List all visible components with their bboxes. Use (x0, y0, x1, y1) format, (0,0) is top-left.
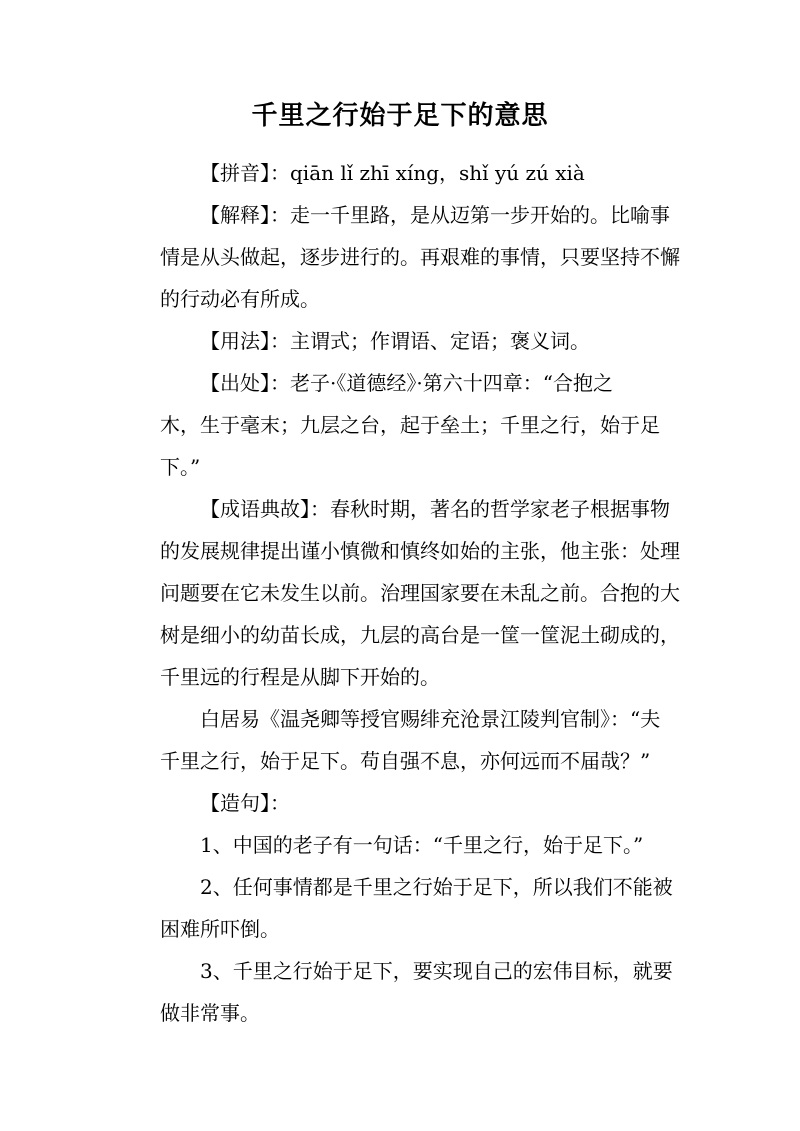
explanation-paragraph (120, 194, 680, 320)
allusion-line: 的发展规律提出谨小慎微和慎终如始的主张，他主张：处理 (160, 539, 680, 563)
pinyin-line (120, 152, 680, 194)
allusion-line: 树是细小的幼苗长成，九层的高台是一筐一筐泥土砌成的， (160, 623, 680, 647)
example-item (120, 866, 680, 950)
pinyin-value: qiān lǐ zhī xíng，shǐ yú zú xià (290, 161, 585, 185)
example-line: 做非常事。 (160, 1001, 260, 1025)
bai-juyi-line: 千里之行，始于足下。苟自强不息，亦何远而不届哉？” (160, 749, 651, 773)
allusion-line: 问题要在它未发生以前。治理国家要在未乱之前。合抱的大 (160, 581, 680, 605)
document-body (120, 152, 680, 1034)
example-item (120, 950, 680, 1034)
explanation-line: 的行动必有所成。 (160, 287, 320, 311)
bai-juyi-paragraph (120, 698, 680, 782)
allusion-line: 千里远的行程是从脚下开始的。 (160, 665, 440, 689)
example-line: 3、千里之行始于足下，要实现自己的宏伟目标，就要 (200, 959, 673, 983)
bai-juyi-line: 白居易《温尧卿等授官赐绯充沧景江陵判官制》：“夫 (200, 707, 661, 731)
examples-heading-paragraph (120, 782, 680, 824)
usage-paragraph (120, 320, 680, 362)
explanation-line: 【解释】：走一千里路，是从迈第一步开始的。比喻事 (200, 203, 670, 227)
pinyin-paragraph (120, 152, 680, 194)
page-title: 千里之行始于足下的意思 (251, 101, 549, 131)
example-line: 1、中国的老子有一句话：“千里之行，始于足下。” (200, 833, 644, 857)
source-line: 【出处】：老子·《道德经》·第六十四章：“合抱之 (200, 371, 613, 395)
source-paragraph (120, 362, 680, 488)
examples-label: 【造句】： (200, 791, 290, 815)
usage-line: 【用法】：主谓式；作谓语、定语；褒义词。 (200, 329, 590, 353)
allusion-line: 【成语典故】：春秋时期，著名的哲学家老子根据事物 (200, 497, 670, 521)
source-line: 下。” (160, 455, 201, 479)
allusion-paragraph (120, 488, 680, 698)
source-line: 木，生于毫末；九层之台，起于垒土；千里之行，始于足 (160, 413, 660, 437)
pinyin-label: 【拼音】： (200, 161, 290, 185)
example-item (120, 824, 680, 866)
example-line: 困难所吓倒。 (160, 917, 280, 941)
example-line: 2、任何事情都是千里之行始于足下，所以我们不能被 (200, 875, 673, 899)
explanation-line: 情是从头做起，逐步进行的。再艰难的事情，只要坚持不懈 (160, 245, 680, 269)
